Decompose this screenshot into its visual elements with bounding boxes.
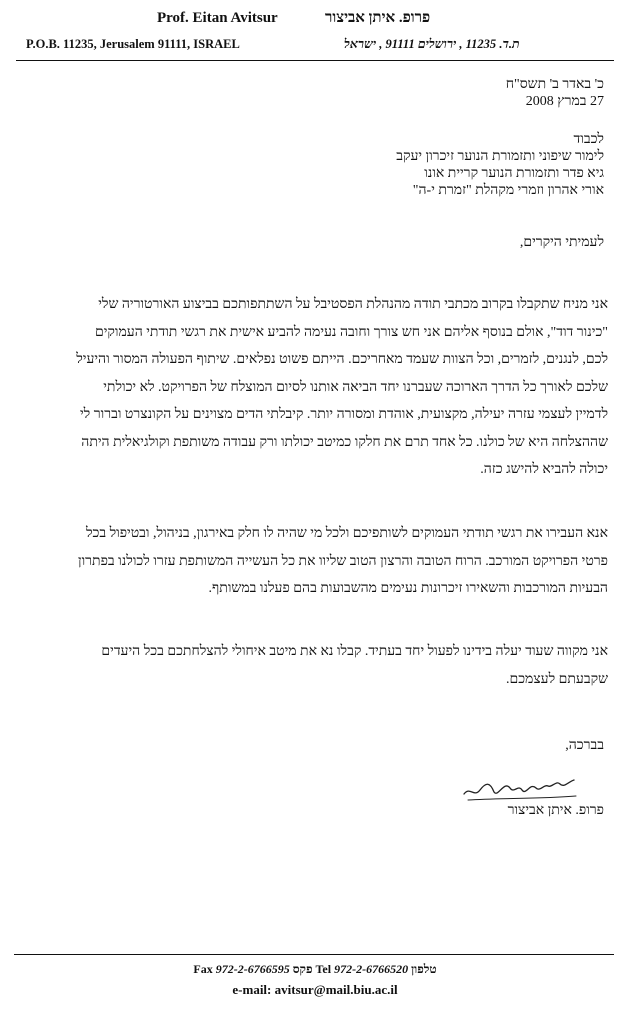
fax-label: Fax — [193, 962, 213, 976]
paragraph-line: אני מניח שתקבלו בקרוב מכתבי תודה מהנהלת הפסטיבל על השתתפותכם בביצוע האורטוריה שלי — [98, 297, 608, 312]
body-paragraph-3 — [16, 638, 608, 693]
letterhead-address-english: P.O.B. 11235, Jerusalem 91111, ISRAEL — [26, 37, 240, 51]
tel-label-hebrew: טלפון — [411, 962, 437, 976]
paragraph-line: אנא העבירו את רגשי תודתי העמוקים לשותפיכם ולכל מי שהיה לו חלק באירגון, בניהול, ובטיפול בכל — [85, 526, 608, 541]
recipient-line: גיא פדר ותזמורת הנוער קריית אונו — [424, 166, 604, 181]
body-paragraph-2 — [16, 520, 608, 603]
paragraph-line: פרטי הפרויקט המורכב. הרוח הטובה והרצון הטוב שליוו את כל העשייה המשותפת עזרו לכולנו בפתרון — [78, 553, 608, 569]
footer-contact — [0, 962, 630, 977]
paragraph-line: אני מקווה שעוד יעלה בידינו לפעול יחד בעתיד. קבלו נא את מיטב איחולי להצלחתכם בכל היעדים — [101, 644, 608, 659]
date-gregorian: 27 במרץ 2008 — [525, 94, 604, 109]
footer-divider — [14, 954, 614, 955]
paragraph-line: יכולה להביא להישג כזה. — [480, 462, 608, 477]
date-hebrew: כ' באדר ב' תשס"ח — [505, 77, 604, 92]
letterhead-name-english: Prof. Eitan Avitsur — [157, 10, 278, 26]
fax-number: 972-2-6766595 — [215, 962, 290, 976]
paragraph-line: לדמיין לעצמי עזרה יעילה, מקצועית, אוהדת ומסורה יותר. קיבלתי הדים מצוינים על הקונצרט וברור לי — [80, 407, 608, 422]
body-paragraph-1 — [16, 291, 608, 484]
handwritten-signature — [460, 768, 580, 804]
fax-label-hebrew: פקס — [292, 962, 313, 976]
signer-name: פרופ. איתן אביצור — [507, 803, 604, 818]
letterhead-address-hebrew: ת.ד. 11235 , ירושלים 91111 , ישראל — [344, 37, 520, 51]
recipients-block — [396, 131, 604, 199]
footer-email: e-mail: avitsur@mail.biu.ac.il — [232, 982, 398, 997]
letterhead-name-hebrew: פרופ. איתן אביצור — [325, 10, 431, 26]
paragraph-line: שההצלחה היא של כולנו. כל אחד תרם את חלקו כמיטב יכולתו ורק עבודה משותפת וקולגיאלית היתה — [81, 434, 608, 450]
greeting: לעמיתי היקרים, — [519, 235, 604, 250]
recipient-line: לכבוד — [573, 132, 604, 147]
recipient-line: לימור שיפוני ותזמורת הנוער זיכרון יעקב — [396, 149, 604, 164]
closing: בברכה, — [565, 738, 604, 753]
paragraph-line: שלכם לאורך כל הדרך הארוכה שעברנו יחד הביאה אותנו לסיום המוצלח של הפרויקט. לא יכולתי — [103, 379, 608, 395]
tel-number: 972-2-6766520 — [334, 962, 409, 976]
paragraph-line: שקבעתם לעצמכם. — [505, 671, 608, 687]
date-block — [506, 76, 604, 110]
recipient-line: אורי אהרון וזמרי מקהלת "זמרת י-ה" — [412, 183, 604, 198]
paragraph-line: "כינור דוד", אולם בנוסף אליהם אני חש צורך וחובה נעימה להביע אישית את רגשי תודתי העמוקים — [95, 324, 608, 340]
paragraph-line: הבעיות המורכבות והשאירו זיכרונות נעימים מהשבועות בהם פעלנו במשותף. — [208, 581, 608, 596]
tel-label: Tel — [315, 962, 332, 976]
header-divider — [16, 60, 614, 61]
paragraph-line: לכם, לנגנים, לזמרים, וכל הצוות שעמד מאחריכם. הייתם פשוט נפלאים. שיתוף הפעולה המסור והיעיל — [76, 352, 608, 367]
